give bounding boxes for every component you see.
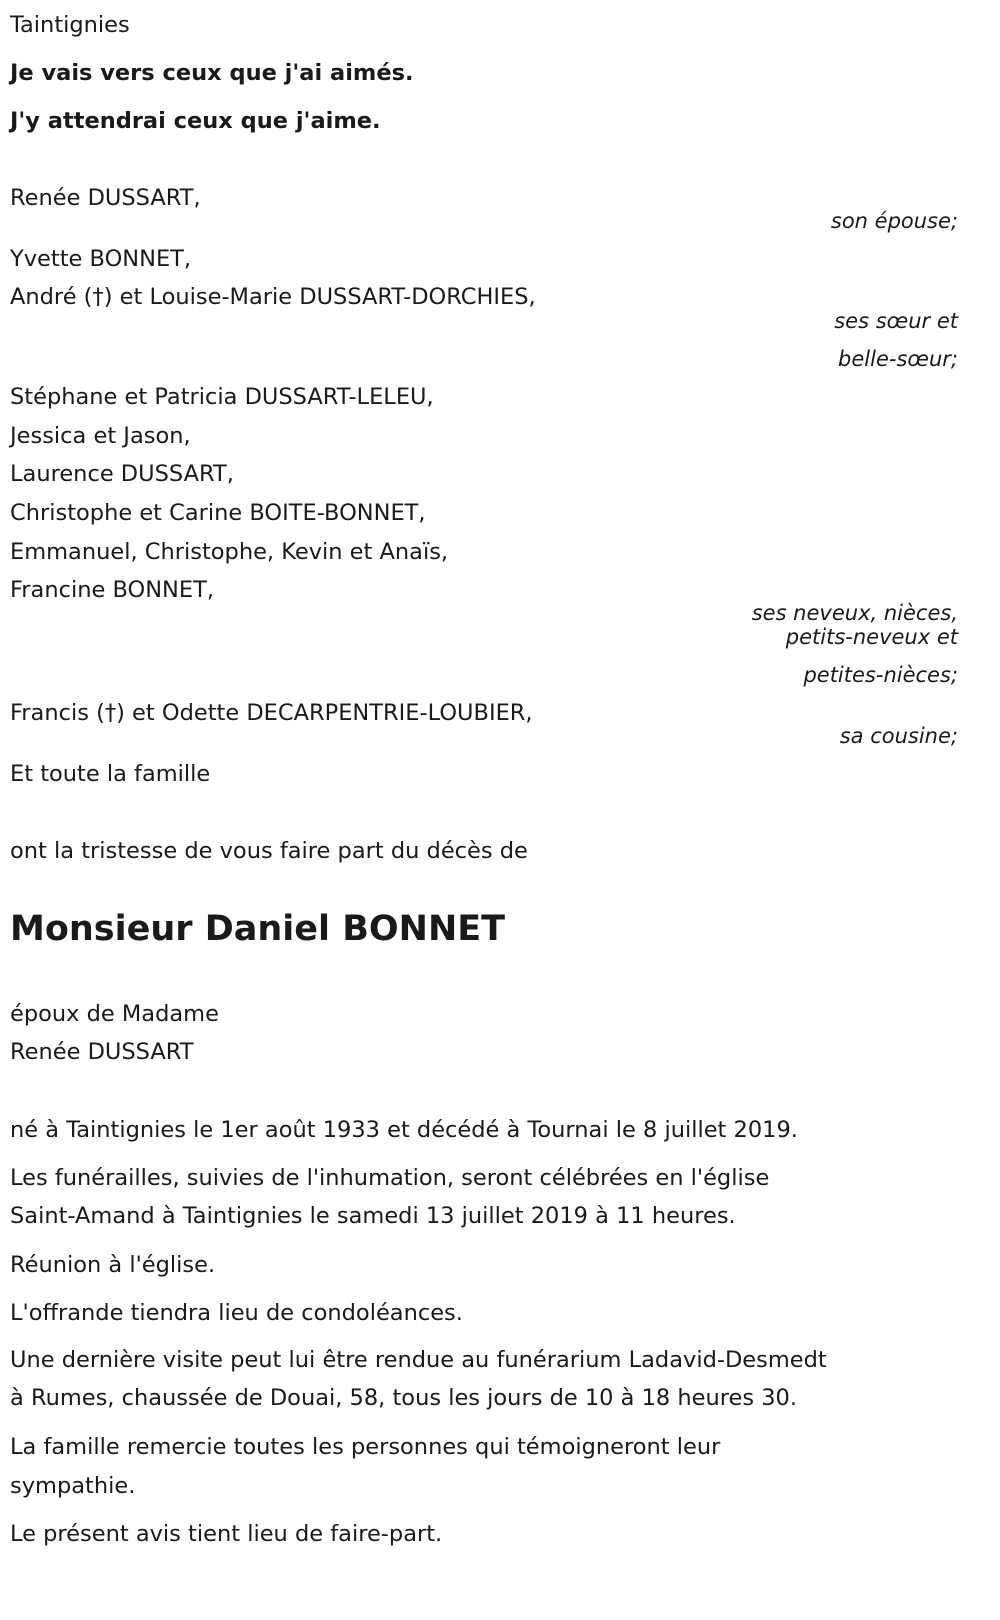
relation-label: ses sœur et — [834, 309, 958, 333]
family-line: Yvette BONNET, — [10, 246, 192, 272]
detail-line: La famille remercie toutes les personnes qui témoigneront leur — [10, 1434, 721, 1460]
family-line: Christophe et Carine BOITE-BONNET, — [10, 500, 426, 526]
relation-label: sa cousine; — [839, 724, 958, 748]
family-line: Stéphane et Patricia DUSSART-LELEU, — [10, 384, 434, 410]
family-line: Jessica et Jason, — [10, 423, 191, 449]
detail-line: Les funérailles, suivies de l'inhumation, seront célébrées en l'église — [10, 1165, 770, 1191]
spouse-line: époux de Madame — [10, 1001, 219, 1027]
relation-label: son épouse; — [830, 209, 958, 233]
relation-label: belle-sœur; — [838, 347, 958, 371]
relation-label: ses neveux, nièces, — [751, 601, 958, 625]
announcement: ont la tristesse de vous faire part du décès de — [10, 838, 528, 864]
family-line: Francis (†) et Odette DECARPENTRIE-LOUBIER, — [10, 700, 533, 726]
detail-line: sympathie. — [10, 1473, 136, 1499]
detail-line: né à Taintignies le 1er août 1933 et décédé à Tournai le 8 juillet 2019. — [10, 1117, 798, 1143]
detail-line: Le présent avis tient lieu de faire-part. — [10, 1521, 443, 1547]
family-line: Francine BONNET, — [10, 577, 215, 603]
family-line: Et toute la famille — [10, 761, 211, 787]
detail-line: Saint-Amand à Taintignies le samedi 13 juillet 2019 à 11 heures. — [10, 1203, 736, 1229]
family-line: Emmanuel, Christophe, Kevin et Anaïs, — [10, 539, 449, 565]
quote-line: J'y attendrai ceux que j'aime. — [10, 108, 381, 134]
detail-line: Une dernière visite peut lui être rendue au funérarium Ladavid-Desmedt — [10, 1347, 827, 1373]
place: Taintignies — [10, 12, 130, 38]
family-line: André (†) et Louise-Marie DUSSART-DORCHIES, — [10, 284, 536, 310]
relation-label: petits-neveux et — [785, 625, 958, 649]
detail-line: à Rumes, chaussée de Douai, 58, tous les jours de 10 à 18 heures 30. — [10, 1385, 797, 1411]
relation-label: petites-nièces; — [803, 663, 958, 687]
detail-line: Réunion à l'église. — [10, 1252, 216, 1278]
deceased-name: Monsieur Daniel BONNET — [10, 909, 506, 949]
family-line: Laurence DUSSART, — [10, 461, 234, 487]
spouse-line: Renée DUSSART — [10, 1039, 194, 1065]
family-line: Renée DUSSART, — [10, 185, 201, 211]
detail-line: L'offrande tiendra lieu de condoléances. — [10, 1300, 463, 1326]
quote-line: Je vais vers ceux que j'ai aimés. — [10, 60, 414, 86]
